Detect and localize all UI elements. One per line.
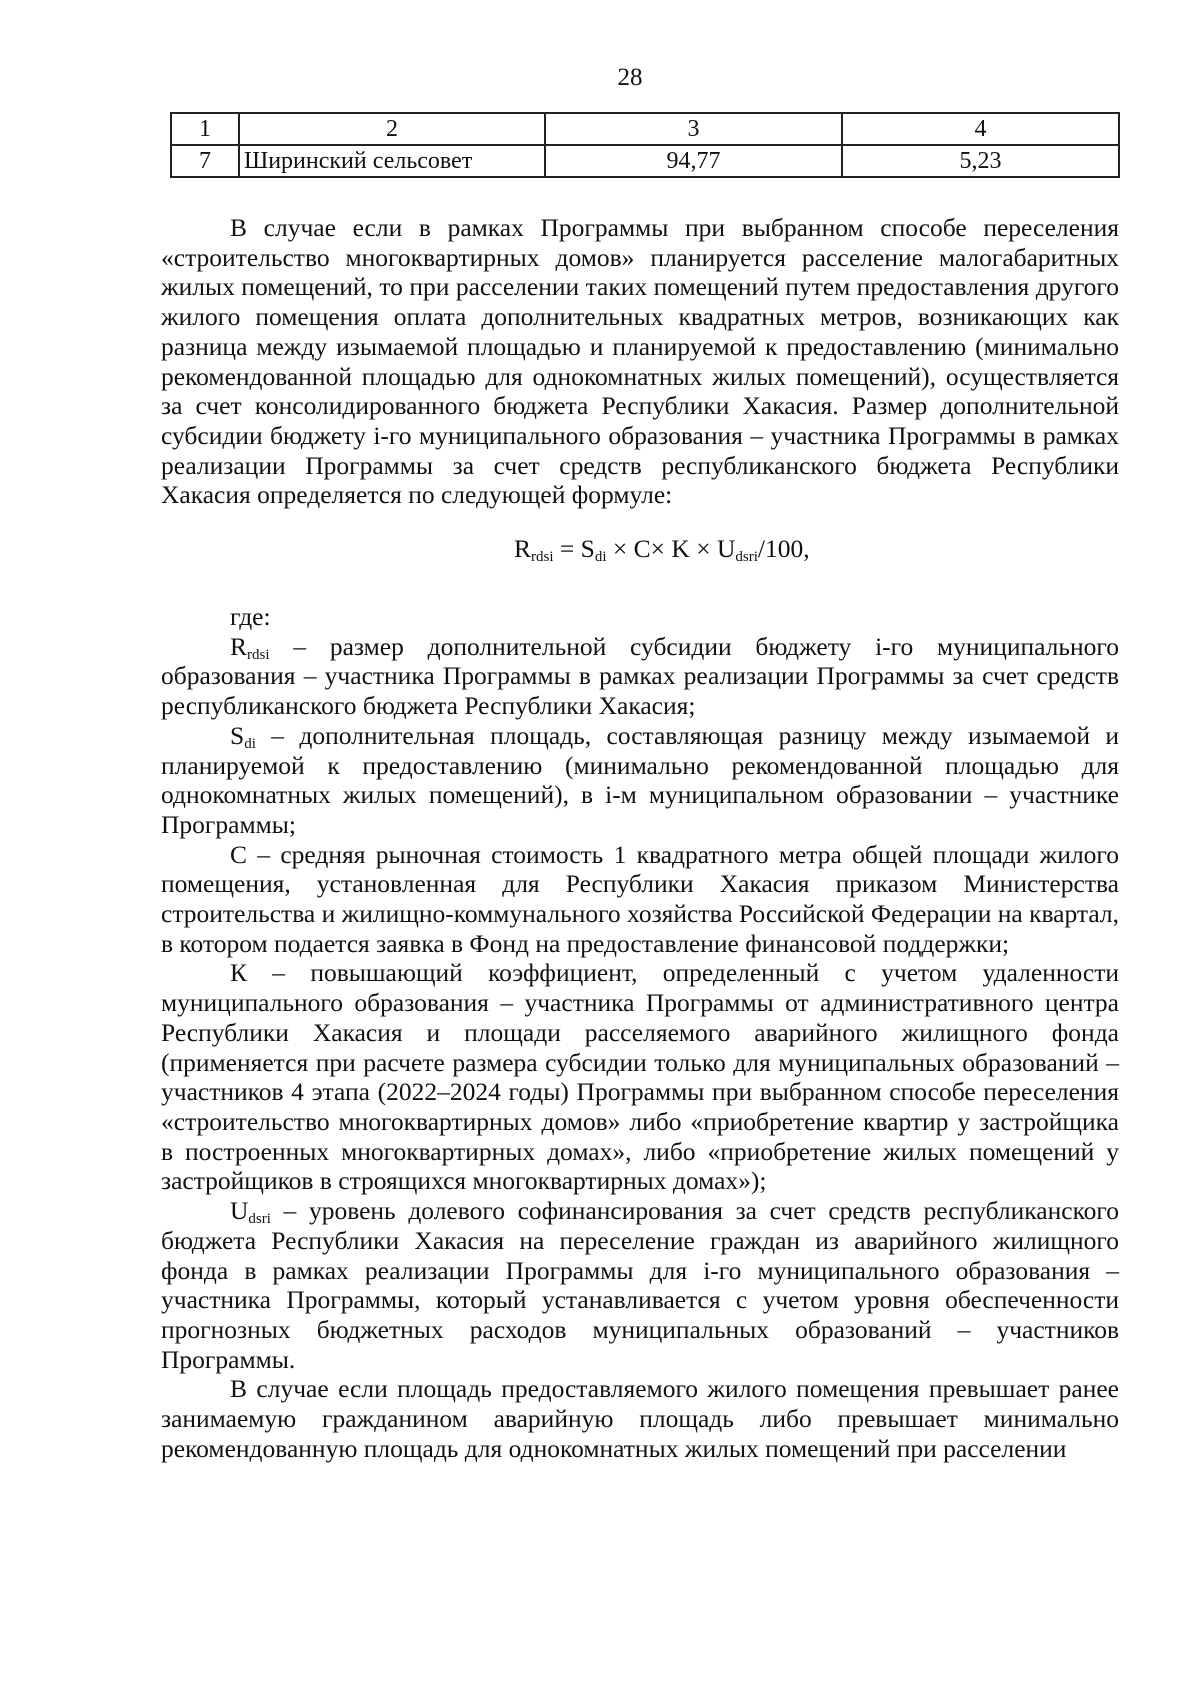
formula-part: R [514, 534, 532, 564]
definition-text: – дополнительная площадь, составляющая разницу между изымаемой и планируемой к предоставлению (минимально рекомендованной площадью для однокомнатных жилых помещений), в i-м муниципальном образовании – участнике Программы; [161, 720, 1119, 839]
definition-symbol: R [230, 631, 248, 661]
definition [161, 840, 1119, 959]
paragraph: В случае если площадь предоставляемого жилого помещения превышает ранее занимаемую гражданином аварийную площадь либо превышает минимально рекомендованную площадь для однокомнатных жилых помещений при расселении [161, 1374, 1119, 1463]
definition-symbol: S [230, 720, 245, 750]
definition-text: – уровень долевого софинансирования за счет средств республиканского бюджета Республики Хакасия на переселение граждан из аварийного жилищного фонда в рамках реализации Программы для i-го муниципального образования – участника Программы, который устанавливается с учетом уровня обеспеченности прогнозных бюджетных расходов муниципальных образований – участников Программы. [161, 1196, 1119, 1374]
body-text [161, 213, 1119, 1463]
definition-subscript: di [244, 735, 256, 752]
table-header-cell: 3 [545, 113, 842, 145]
definition-text: – средняя рыночная стоимость 1 квадратного метра общей площади жилого помещения, установленная для Республики Хакасия приказом Министерства строительства и жилищно-коммунального хозяйства Российской Федерации на квартал, в котором подается заявка в Фонд на предоставление финансовой поддержки; [161, 839, 1119, 958]
table-cell-value: 94,77 [545, 145, 842, 177]
table-cell-name: Ширинский сельсовет [239, 145, 545, 177]
definition-subscript: rdsi [247, 646, 270, 663]
definition-symbol: С [230, 839, 248, 869]
definition-symbol: К [230, 958, 248, 988]
table-header-row [171, 113, 1119, 145]
table-cell-number: 7 [171, 145, 239, 177]
data-table [170, 112, 1120, 178]
page-number: 28 [617, 64, 643, 91]
formula-part: × C× K × U [606, 534, 736, 564]
table-header-cell: 4 [842, 113, 1119, 145]
table-header-cell: 2 [239, 113, 545, 145]
definition [161, 958, 1119, 1196]
formula-subscript: rdsi [531, 549, 554, 566]
definition [161, 1196, 1119, 1374]
where-label: где: [230, 602, 271, 632]
formula-part: = S [553, 534, 595, 564]
paragraph: В случае если в рамках Программы при выбранном способе переселения «строительство многоквартирных домов» планируется расселение малогабаритных жилых помещений, то при расселении таких помещений путем предоставления другого жилого помещения оплата дополнительных квадратных метров, возникающих как разница между изымаемой площадью и планируемой к предоставлению (минимально рекомендованной площадью для однокомнатных жилых помещений), осуществляется за счет консолидированного бюджета Республики Хакасия. Размер дополнительной субсидии бюджету i-го муниципального образования – участника Программы в рамках реализации Программы за счет средств республиканского бюджета Республики Хакасия определяется по следующей формуле: [161, 213, 1119, 510]
definition-subscript: dsri [248, 1211, 271, 1228]
formula [161, 534, 1119, 564]
table-row [171, 145, 1119, 177]
definition-text: – повышающий коэффициент, определенный с учетом удаленности муниципального образования – участника Программы от административного центра Республики Хакасия и площади расселяемого аварийного жилищного фонда (применяется при расчете размера субсидии только для муниципальных образований – участников 4 этапа (2022–2024 годы) Программы при выбранном способе переселения «строительство многоквартирных домов» либо «приобретение квартир у застройщика в построенных многоквартирных домах», либо «приобретение жилых помещений у застройщиков в строящихся многоквартирных домах»); [161, 958, 1119, 1196]
table-header-cell: 1 [171, 113, 239, 145]
definition [161, 721, 1119, 840]
definition [161, 632, 1119, 721]
formula-part: /100, [757, 534, 810, 564]
formula-subscript: di [594, 549, 607, 566]
table-cell-value: 5,23 [842, 145, 1119, 177]
formula-subscript: dsri [735, 549, 758, 566]
definition-text: – размер дополнительной субсидии бюджету i-го муниципального образования – участника Программы в рамках реализации Программы за счет средств республиканского бюджета Республики Хакасия; [161, 631, 1119, 721]
definition-symbol: U [230, 1196, 249, 1226]
